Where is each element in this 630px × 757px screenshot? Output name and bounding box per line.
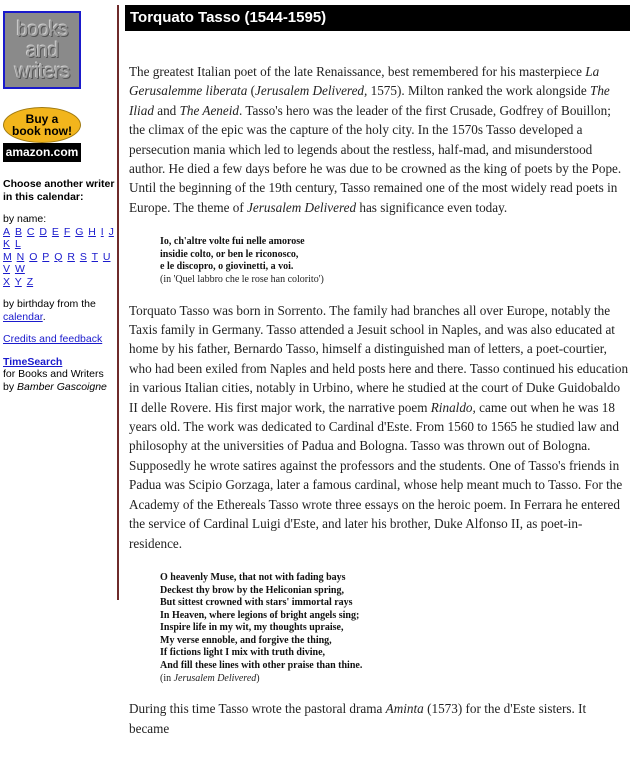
paragraph (129, 301, 629, 553)
by-name-label: by name: (3, 213, 47, 225)
letter-link-l[interactable]: L (14, 238, 21, 250)
article-body (129, 62, 629, 757)
poem-line: My verse ennoble, and forgive the thing, (160, 634, 332, 646)
poem-source (160, 673, 629, 686)
text-segment: came out when he was 18 years old. The work was dedicated to Cardinal d'Este. From 1560 to 1565 he studied law and philosophy at the universities of Padua and Bologna. Tasso was thrown out of Bologna. Supposedly he wrote satires against the professors and the students. One of Tasso's friends in Padua was Scipio Gorzaga, later a famous cardinal, whose help meant much to Tasso. For the Academy of the Ethereals Tasso wrote three essays on the heroic poem. In Ferrara he entered the service of Cardinal Luigi d'Este, and later his brother, Duke Alfonso II, as poet-in-residence. (129, 399, 623, 551)
text-segment: (1573) for the d'Este sisters. It became (129, 701, 587, 736)
poem-line: And fill these lines with other praise than thine. (160, 660, 363, 672)
text-segment: Torquato Tasso was born in Sorrento. The family had branches all over Europe, notably the Taxis family in Germany. Tasso attended a Jesuit school in Naples, and was also educated at home by his father, Bernardo Tasso, himself a distinguished man of letters, a poet-courtier, who had been exiled from Naples and held posts here and there. Tasso continued his education in various Italian cities, notably in Urbino, where he studied at the court of Duke Guidobaldo II delle Rovere. His first major work, the narrative poem (129, 302, 629, 415)
books-and-writers-logo[interactable] (3, 11, 81, 89)
amazon-line2: book now! (12, 124, 72, 138)
text-segment: 1575). Milton ranked the work alongside (367, 83, 590, 99)
poem-quote (160, 572, 629, 685)
poem-line: Inspire life in my wit, my thoughts upraise, (160, 622, 344, 634)
amazon-oval (3, 107, 81, 143)
by-birthday-label: by birthday from the (3, 298, 96, 310)
poem-line: Io, ch'altre volte fui nelle amorose (160, 236, 305, 248)
period: . (42, 310, 46, 323)
poem-line: But sittest crowned with stars' immortal rays (160, 597, 353, 609)
text-segment: The greatest Italian poet of the late Renaissance, best remembered for his masterpiece (129, 64, 586, 79)
poem-source (160, 274, 629, 287)
letter-link-w[interactable]: W (14, 263, 25, 275)
italic-title: Rinaldo, (430, 399, 476, 415)
for-books-text: for Books and Writers (3, 368, 104, 380)
letter-link-t[interactable]: T (91, 250, 98, 263)
text-segment: During this time Tasso wrote the pastoral drama (129, 701, 386, 717)
poem-line: Deckest thy brow by the Heliconian spring, (160, 584, 344, 596)
logo-word: books (16, 17, 68, 41)
page-title: Torquato Tasso (1544-1595) (125, 5, 630, 31)
italic-title: Aminta (385, 701, 424, 717)
text-segment: ( (247, 83, 256, 99)
letter-link-d[interactable]: D (39, 225, 47, 238)
text-segment: . Tasso's hero was the leader of the first Crusade, Godfrey of Bouillon; the climax of the epic was the capture of the holy city. In the 1570s Tasso developed a persecution mania which led to legends about the restless, half-mad, and misunderstood author. He died a few days before he was due to be crowned as the king of poets by the Pope. Until the beginning of the 19th century, Tasso remained one of the most widely read poets in Europe. The theme of (129, 102, 622, 215)
italic-title: Jerusalem Delivered, (255, 83, 368, 99)
letter-link-s[interactable]: S (79, 250, 87, 263)
choose-writer-heading: Choose another writer in this calendar: (3, 178, 115, 203)
letter-link-m[interactable]: M (3, 250, 12, 263)
letter-link-b[interactable]: B (14, 225, 22, 238)
letter-link-u[interactable]: U (102, 250, 111, 263)
vertical-divider (117, 5, 119, 600)
poem-line: In Heaven, where legions of bright angels sing; (160, 609, 360, 621)
letter-link-k[interactable]: K (3, 238, 11, 250)
calendar-link[interactable]: calendar (3, 310, 43, 323)
text-segment: has significance even today. (356, 199, 508, 215)
letter-link-o[interactable]: O (29, 250, 38, 263)
amazon-line1: Buy a (25, 112, 59, 126)
letter-link-e[interactable]: E (51, 225, 59, 238)
alphabet-index (3, 226, 116, 289)
author-name: Bamber Gascoigne (17, 380, 107, 393)
letter-link-z[interactable]: Z (26, 275, 34, 288)
letter-link-y[interactable]: Y (14, 275, 22, 288)
letter-link-j[interactable]: J (108, 225, 114, 238)
poem-line: insidie colto, or ben le riconosco, (160, 248, 299, 260)
logo-word: writers (14, 59, 70, 83)
logo-word: and (25, 38, 59, 62)
by-birthday-text (3, 298, 116, 323)
by-text: by (3, 380, 18, 393)
amazon-buy-button[interactable] (3, 107, 81, 162)
letter-link-c[interactable]: C (26, 225, 35, 238)
poem-line: If fictions light I mix with truth divine, (160, 647, 326, 659)
letter-link-f[interactable]: F (63, 225, 71, 238)
amazon-logo: amazon.com (3, 143, 81, 162)
text-segment: (in 'Quel labbro che le rose han colorito') (160, 274, 324, 286)
letter-link-a[interactable]: A (3, 225, 11, 238)
letter-link-q[interactable]: Q (54, 250, 63, 263)
paragraph (129, 699, 629, 738)
letter-link-v[interactable]: V (3, 263, 11, 275)
letter-link-h[interactable]: H (88, 225, 96, 238)
text-segment: ) (256, 672, 260, 684)
text-segment: and (153, 102, 180, 118)
poem-line: O heavenly Muse, that not with fading bays (160, 571, 346, 583)
italic-title: La Gerusalemme liberata (129, 64, 600, 99)
italic-title: Jerusalem Delivered (247, 199, 357, 215)
timesearch-link[interactable]: TimeSearch (3, 355, 63, 368)
italic-title: The Aeneid (179, 102, 240, 118)
italic-title: The Iliad (129, 83, 610, 118)
text-segment: (in (160, 672, 174, 684)
poem-line: e le discopro, o giovinetti, a voi. (160, 261, 294, 273)
letter-link-i[interactable]: I (100, 225, 104, 238)
letter-link-n[interactable]: N (16, 250, 25, 263)
letter-link-x[interactable]: X (3, 275, 11, 288)
letter-link-g[interactable]: G (75, 225, 84, 238)
italic-title: Jerusalem Delivered (173, 672, 257, 684)
poem-quote (160, 236, 629, 286)
sidebar (0, 0, 116, 393)
letter-link-r[interactable]: R (67, 250, 75, 263)
paragraph (129, 62, 629, 217)
letter-link-p[interactable]: P (42, 250, 50, 263)
credits-feedback-link[interactable]: Credits and feedback (3, 333, 103, 345)
